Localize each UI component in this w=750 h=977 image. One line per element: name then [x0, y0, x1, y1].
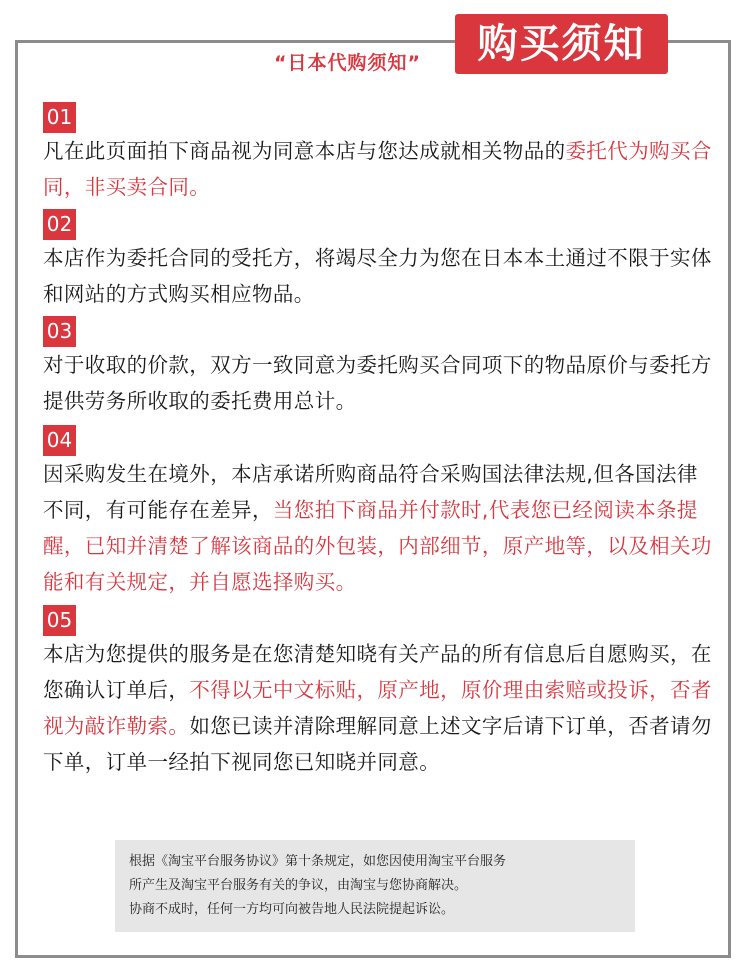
section-text [43, 133, 718, 205]
section-text [43, 240, 718, 312]
title-badge: 购买须知 [455, 14, 668, 74]
section-04 [43, 425, 718, 600]
highlight-text: 不得以无中文标贴，原产地，原价理由索赔或投诉，否者视为敲诈勒索。 [43, 678, 712, 738]
text-part: 本店为您提供的服务是在您清楚知晓有关产品的所有信息后自愿购买，在您确认订单后， [43, 642, 712, 702]
text-part: 本店作为委托合同的受托方，将竭尽全力为您在日本本土通过不限于实体和网站的方式购买相应物品。 [43, 246, 712, 306]
notice-line: 根据《淘宝平台服务协议》第十条规定，如您因使用淘宝平台服务 [129, 854, 507, 869]
section-text [43, 347, 718, 419]
highlight-text: 当您拍下商品并付款时,代表您已经阅读本条提醒，已知并清楚了解该商品的外包装，内部细节，原产地等，以及相关功能和有关规定，并自愿选择购买。 [43, 498, 712, 594]
subtitle: “日本代购须知” [268, 48, 427, 75]
notice-line: 协商不成时，任何一方均可向被告地人民法院提起诉讼。 [129, 902, 455, 917]
text-part: 凡在此页面拍下商品视为同意本店与您达成就相关物品的 [43, 139, 566, 163]
text-part: 对于收取的价款，双方一致同意为委托购买合同项下的物品原价与委托方提供劳务所收取的委托费用总计。 [43, 353, 712, 413]
text-part: 如您已读并清除理解同意上述文字后请下订单，否者请勿下单，订单一经拍下视同您已知晓并同意。 [43, 714, 712, 774]
text-part: 因采购发生在境外，本店承诺所购商品符合采购国法律法规,但各国法律不同，有可能存在差异， [43, 462, 698, 522]
section-number: 02 [43, 209, 76, 240]
section-05 [43, 605, 718, 780]
section-number: 01 [43, 102, 76, 133]
section-02 [43, 209, 718, 312]
highlight-text: 委托代为购买合同，非买卖合同。 [43, 139, 712, 199]
section-number: 03 [43, 316, 76, 347]
section-text [43, 456, 718, 600]
section-01 [43, 102, 718, 205]
section-number: 05 [43, 605, 76, 636]
section-03 [43, 316, 718, 419]
section-number: 04 [43, 425, 76, 456]
notice-line: 所产生及淘宝平台服务有关的争议，由淘宝与您协商解决。 [129, 878, 468, 893]
section-text [43, 636, 718, 780]
legal-notice [115, 840, 635, 932]
